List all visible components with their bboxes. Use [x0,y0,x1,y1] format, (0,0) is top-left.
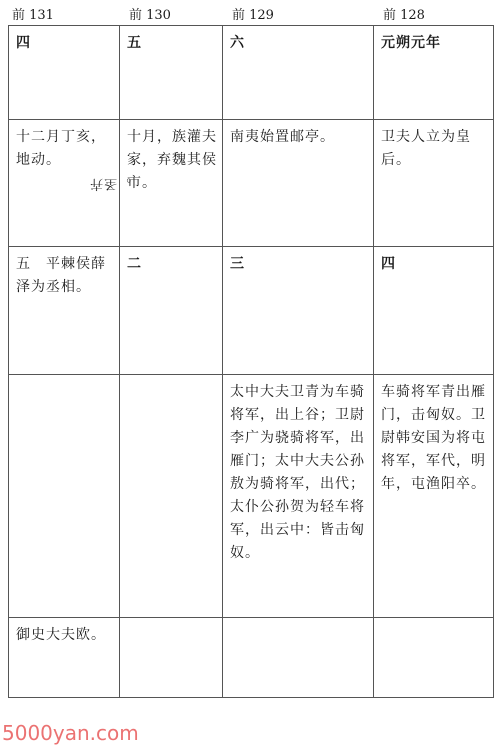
table-row [9,247,494,375]
table-cell: 车骑将军青出雁门，击匈奴。卫尉韩安国为将屯将军，军代，明年，屯渔阳卒。 [374,375,494,618]
table-cell: 二 [120,247,223,375]
table-cell [120,618,223,698]
table-cell [9,120,132,247]
year-label: 前 129 [232,8,274,23]
table-row [9,26,494,120]
table-row [9,120,494,247]
table-cell: 四 [374,247,494,375]
table-row [9,375,494,618]
table-cell: 四 [9,26,120,120]
table-cell [374,618,494,698]
watermark: 5000yan.com [2,721,139,745]
table-cell: 元朔元年 [374,26,494,120]
year-label: 前 131 [12,8,54,23]
table-cell [9,375,120,618]
table-cell [223,618,374,698]
table-cell: 卫夫人立为皇后。 [374,120,494,247]
chronology-table [8,25,494,698]
table-cell: 太中大夫卫青为车骑将军，出上谷；卫尉李广为骁骑将军，出雁门；太中大夫公孙敖为骑将军，出代；太仆公孙贺为轻车将军，出云中：皆击匈奴。 [223,375,374,618]
table-cell [120,375,223,618]
table-cell: 六 [223,26,374,120]
table-cell: 十月，族灌夫家，弃魏其侯市。 [120,120,223,247]
table-cell: 五 平棘侯薛泽为丞相。 [9,247,120,375]
table-row [9,618,494,698]
year-label: 前 128 [383,8,425,23]
table-cell: 三 [223,247,374,375]
year-header [0,0,500,22]
flipped-note: 。圣卉 [89,176,132,191]
year-label: 前 130 [129,8,171,23]
table-cell: 五 [120,26,223,120]
cell-text: 十二月丁亥，地动。 [16,129,106,168]
table-cell: 御史大夫欧。 [9,618,120,698]
table-cell: 南夷始置邮亭。 [223,120,374,247]
